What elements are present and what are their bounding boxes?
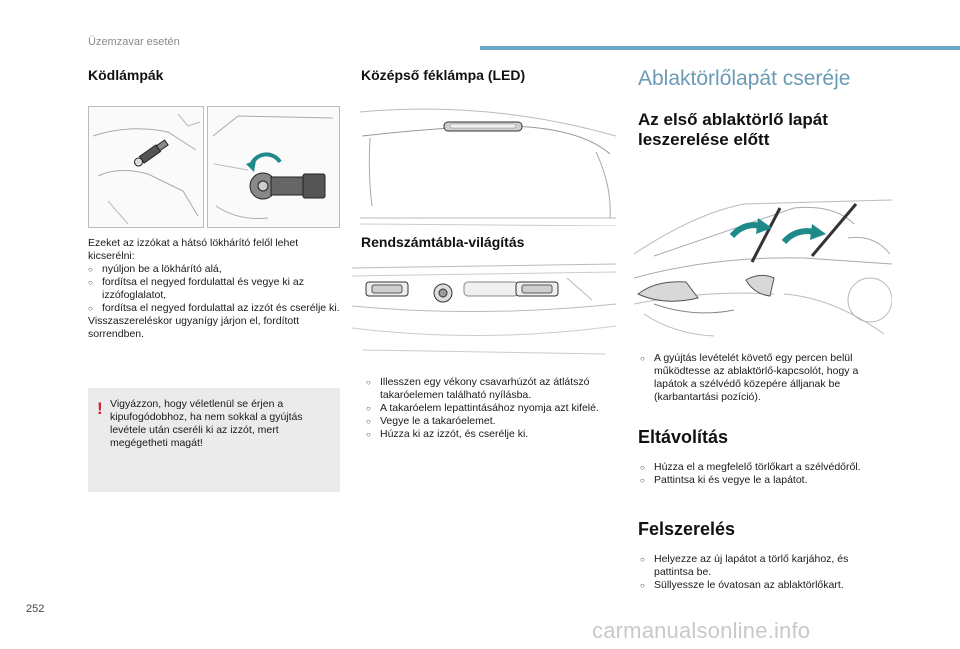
plate-step-1: ○ Illesszen egy vékony csavarhúzót az átlátszó takaróelemen található nyílásba. — [366, 376, 616, 402]
plate-step-3: ○ Vegye le a takaróelemet. — [366, 415, 616, 428]
brake-lamp-figure — [360, 106, 616, 226]
install-step-1: ○ Helyezze az új lapátot a törlő karjához, és pattintsa be. — [640, 553, 890, 579]
page-number: 252 — [26, 603, 45, 615]
install-title: Felszerelés — [638, 519, 736, 539]
removal-instructions — [640, 461, 890, 487]
wiper-figure — [634, 194, 892, 344]
plate-light-instructions — [366, 376, 616, 441]
fog-lamps-title: Ködlámpák — [88, 67, 164, 83]
install-step-2: ○ Süllyessze le óvatosan az ablaktörlőkart. — [640, 579, 890, 592]
plate-step-2: ○ A takaróelem lepattintásához nyomja azt kifelé. — [366, 402, 616, 415]
header-accent-bar — [480, 46, 960, 50]
fog-lamp-figure — [88, 106, 340, 228]
warning-text: Vigyázzon, hogy véletlenül se érjen a kipufogódobhoz, ha nem sokkal a gyújtás levétele után cseréli ki az izzót, mert megégetheti magát! — [110, 398, 303, 449]
wiper-before-title: Az első ablaktörlő lapát leszerelése előtt — [638, 110, 828, 149]
removal-title: Eltávolítás — [638, 427, 729, 447]
brake-lamp-title: Középső féklámpa (LED) — [361, 67, 526, 83]
wiper-before-step-1: ○ A gyújtás levételét követő egy percen belül működtesse az ablaktörlő-kapcsolót, hogy a lapátok a szélvédő közepére álljanak be (karbantartási pozíció). — [640, 352, 890, 404]
wiper-before-instructions — [640, 352, 890, 404]
fog-lamps-intro: Ezeket az izzókat a hátsó lökhárító felől lehet kicserélni: — [88, 237, 299, 262]
section-label: Üzemzavar esetén — [88, 36, 180, 48]
plate-light-title: Rendszámtábla-világítás — [361, 234, 525, 250]
fog-step-1: ○ nyúljon be a lökhárító alá, — [88, 263, 340, 276]
removal-step-1: ○ Húzza el a megfelelő törlőkart a szélvédőről. — [640, 461, 890, 474]
plate-light-figure — [352, 258, 616, 360]
watermark: carmanualsonline.info — [592, 618, 811, 643]
fog-step-3: ○ fordítsa el negyed fordulattal az izzót és cserélje ki. — [88, 302, 340, 315]
removal-step-2: ○ Pattintsa ki és vegye le a lapátot. — [640, 474, 890, 487]
fog-lamps-instructions — [88, 237, 340, 341]
warning-icon: ! — [97, 399, 103, 418]
install-instructions — [640, 553, 890, 592]
fog-lamps-outro: Visszaszereléskor ugyanígy járjon el, fordított sorrendben. — [88, 315, 300, 340]
fog-step-2: ○ fordítsa el negyed fordulattal és vegye ki az izzófoglalatot, — [88, 276, 340, 302]
plate-step-4: ○ Húzza ki az izzót, és cserélje ki. — [366, 428, 616, 441]
wiper-title: Ablaktörlőlapát cseréje — [638, 67, 851, 90]
warning-box — [88, 388, 340, 492]
